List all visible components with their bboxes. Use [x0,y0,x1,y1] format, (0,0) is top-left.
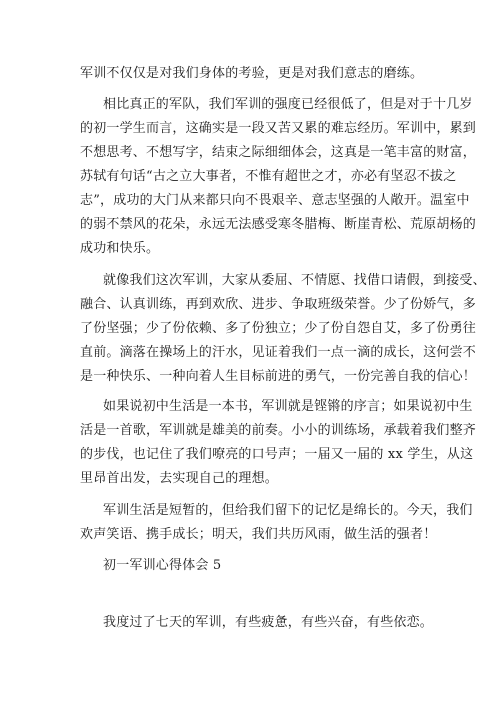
paragraph-line: 成功和快乐。 [80,241,160,256]
paragraph-line: 活是一首歌，军训就是雄美的前奏。小小的训练场，承载着我们整齐 [80,423,477,438]
paragraph-line: 欢声笑语、携手成长；明天，我们共历风雨，做生活的强者！ [80,527,437,542]
paragraph-line: 融合、认真训练，再到欢欣、进步、争取班级荣誉。少了份娇气，多 [80,297,477,312]
paragraph-line: 的初一学生而言，这确实是一段又苦又累的难忘经历。军训中，累到 [80,121,477,136]
paragraph-line: 志”，成功的大门从来都只向不畏艰辛、意志坚强的人敞开。温室中 [80,193,470,208]
paragraph-line: 苏轼有句话“古之立大事者，不惟有超世之才，亦必有坚忍不拔之 [80,169,457,184]
paragraph-line: 就像我们这次军训，大家从委屈、不情愿、找借口请假，到接受、 [103,273,486,288]
paragraph-line: 是一种快乐、一种向着人生目标前进的勇气，一份完善自我的信心！ [80,369,477,384]
paragraph-line: 的步伐，也记住了我们嘹亮的口号声；一届又一届的 xx 学生，从这 [80,447,474,462]
paragraph-line: 如果说初中生活是一本书，军训就是铿锵的序言；如果说初中生 [103,399,473,414]
paragraph-line: 了份坚强；少了份依赖、多了份独立；少了份自怨自艾，多了份勇往 [80,321,477,336]
paragraph-line: 军训不仅仅是对我们身体的考验，更是对我们意志的磨练。 [80,66,424,81]
paragraph-line: 里昂首出发，去实现自己的理想。 [80,471,279,486]
paragraph-line: 直前。滴落在操场上的汗水，见证着我们一点一滴的成长，这何尝不 [80,345,477,360]
paragraph-line: 的弱不禁风的花朵，永远无法感受寒冬腊梅、断崖青松、荒原胡杨的 [80,217,477,232]
paragraph-line: 相比真正的军队，我们军训的强度已经很低了，但是对于十几岁 [103,97,473,112]
paragraph-line: 不想思考、不想写字，结束之际细细体会，这真是一笔丰富的财富， [80,145,477,160]
paragraph-line: 军训生活是短暂的，但给我们留下的记忆是绵长的。今天，我们 [103,503,473,518]
paragraph-line: 我度过了七天的军训，有些疲惫，有些兴奋，有些依恋。 [103,615,434,630]
section-heading: 初一军训心得体会 5 [103,558,222,573]
